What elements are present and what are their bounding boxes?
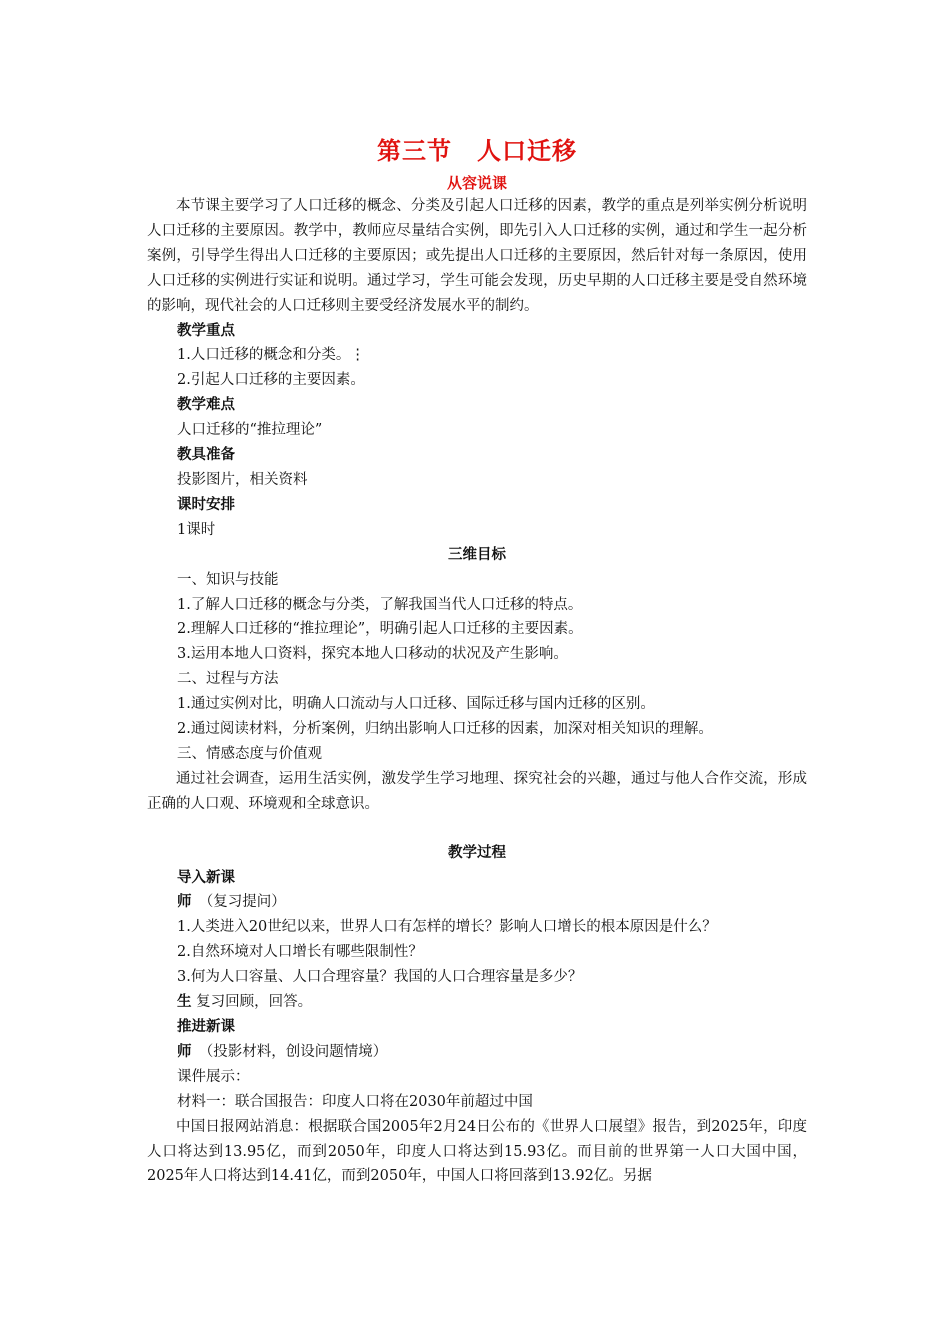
teaching-process-heading: 教学过程 — [448, 844, 506, 861]
process-item: 2.通过阅读材料，分析案例，归纳出影响人口迁移的因素，加深对相关知识的理解。 — [177, 721, 713, 738]
advance-new-lesson-heading: 推进新课 — [177, 1019, 235, 1035]
review-question: 3.何为人口容量、人口合理容量？我国的人口合理容量是多少？ — [177, 969, 583, 986]
key-point-item: 2.引起人口迁移的主要因素。 — [177, 372, 365, 389]
student-label: 生 — [177, 994, 192, 1011]
student-line — [147, 990, 807, 1015]
materials-prep-heading: 教具准备 — [177, 447, 235, 464]
teacher-label-2: 师 — [177, 1043, 192, 1060]
teacher-note: （复习提问） — [206, 894, 286, 911]
attitude-heading: 三、情感态度与价值观 — [177, 745, 322, 762]
schedule-heading: 课时安排 — [177, 496, 235, 513]
knowledge-item: 1.了解人口迁移的概念与分类，了解我国当代人口迁移的特点。 — [177, 596, 583, 613]
document-content — [147, 134, 807, 1189]
knowledge-item: 3.运用本地人口资料，探究本地人口移动的状况及产生影响。 — [177, 646, 568, 663]
teacher-note-2: （投影材料，创设问题情境） — [206, 1043, 388, 1060]
objectives-heading: 三维目标 — [448, 546, 506, 563]
knowledge-item: 2.理解人口迁移的“推拉理论”，明确引起人口迁移的主要因素。 — [177, 621, 583, 638]
courseware-label: 课件展示： — [177, 1068, 250, 1085]
process-item: 1.通过实例对比，明确人口流动与人口迁移、国际迁移与国内迁移的区别。 — [177, 696, 655, 713]
schedule-text: 1课时 — [177, 521, 216, 538]
key-points-heading: 教学重点 — [177, 322, 235, 339]
difficulty-text: 人口迁移的“推拉理论” — [177, 422, 323, 439]
review-question: 2.自然环境对人口增长有哪些限制性？ — [177, 944, 423, 961]
attitude-text: 通过社会调查，运用生活实例，激发学生学习地理、探究社会的兴趣，通过与他人合作交流，形成正确的人口观、环境观和全球意识。 — [147, 770, 807, 812]
section-gap — [147, 817, 807, 841]
materials-prep-text: 投影图片，相关资料 — [177, 471, 308, 488]
key-point-item: 1.人口迁移的概念和分类。⋮ — [177, 347, 365, 364]
knowledge-heading: 一、知识与技能 — [177, 571, 279, 588]
page-title: 第三节 人口迁移 — [377, 137, 577, 165]
difficulty-heading: 教学难点 — [177, 397, 235, 414]
intro-paragraph: 本节课主要学习了人口迁移的概念、分类及引起人口迁移的因素，教学的重点是列举实例分析说明人口迁移的主要原因。教学中，教师应尽量结合实例，即先引入人口迁移的实例，通过和学生一起分析案例，引导学生得出人口迁移的主要原因；或先提出人口迁移的主要原因，然后针对每一条原因，使用人口迁移的实例进行实证和说明。通过学习，学生可能会发现，历史早期的人口迁移主要是受自然环境的影响，现代社会的人口迁移则主要受经济发展水平的制约。 — [147, 198, 807, 314]
teacher-line — [147, 890, 807, 915]
intro-new-lesson-heading: 导入新课 — [177, 869, 235, 886]
process-heading: 二、过程与方法 — [177, 671, 279, 688]
material-one-text: 中国日报网站消息：根据联合国2005年2月24日公布的《世界人口展望》报告，到2025年，印度人口将达到13.95亿，而到2050年，印度人口将达到15.93亿。而目前的世界第一人口大国中国，2025年人口将达到14.41亿，而到2050年，中国人口将回落到13.92亿。另据 — [147, 1118, 807, 1185]
review-question: 1.人类进入20世纪以来，世界人口有怎样的增长？影响人口增长的根本原因是什么？ — [177, 919, 717, 936]
material-one-title: 材料一：联合国报告：印度人口将在2030年前超过中国 — [177, 1093, 533, 1110]
student-text: 复习回顾，回答。 — [196, 994, 313, 1011]
teacher-line-2 — [147, 1040, 807, 1065]
teacher-label: 师 — [177, 894, 192, 911]
page-subtitle: 从容说课 — [446, 174, 507, 192]
